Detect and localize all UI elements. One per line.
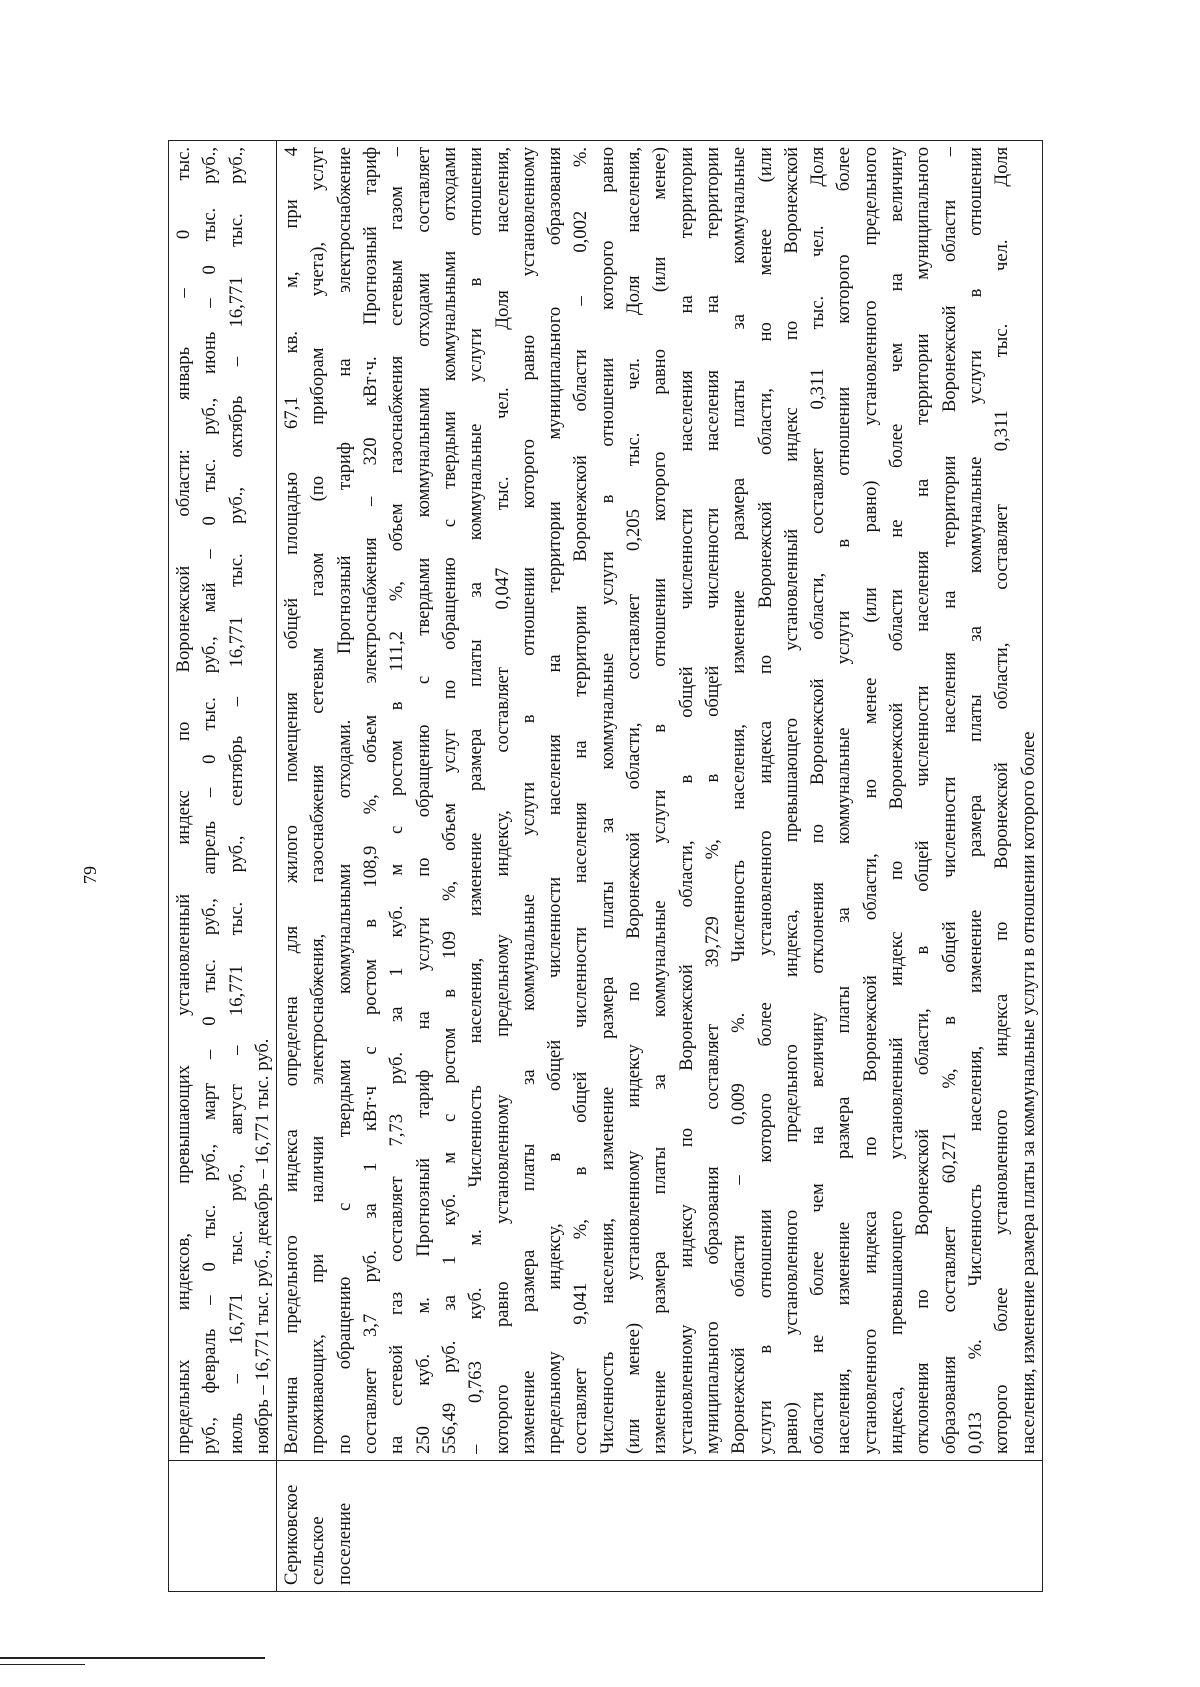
description-line: изменение размера платы за коммунальные услуги в отношении которого равно (или менее)	[649, 147, 671, 1454]
table-row	[169, 141, 277, 1592]
description-line: равно) установленного предельного индекса, превышающего установленный индекс по Воронежской	[780, 147, 802, 1454]
description-line: – 0,763 куб. м. Численность населения, изменение размера платы за коммунальные услуги в отношении	[465, 147, 487, 1454]
description-line: установленного индекса по Воронежской области, но менее (или равно) установленного предельного	[859, 147, 881, 1454]
description-line: населения, изменение размера платы за коммунальные услуги в отношении которого более	[1017, 731, 1039, 1454]
description-line: по обращению с твердыми коммунальными отходами. Прогнозный тариф на электроснабжение	[333, 147, 355, 1454]
description-line: изменение размера платы за коммунальные услуги в отношении которого равно установленному	[517, 147, 539, 1454]
description-line: услуги в отношении которого более установленного индекса по Воронежской области, но менее (или	[754, 147, 776, 1454]
table-row	[277, 141, 1043, 1592]
table-body	[169, 141, 1043, 1592]
description-line: установленному индексу по Воронежской области, в общей численности населения на территории	[675, 147, 697, 1454]
municipality-name-cell	[169, 1461, 277, 1592]
description-cell	[277, 141, 1043, 1461]
description-line: Численность населения, изменение размера платы за коммунальные услуги в отношении которого равно	[596, 147, 618, 1454]
description-line: ноябрь – 16,771 тыс. руб., декабрь – 16,771 тыс. руб.	[251, 1038, 273, 1454]
description-line: 556,49 руб. за 1 куб. м с ростом в 109 %, объем услуг по обращению с твердыми коммунальными отходами	[438, 147, 460, 1454]
description-line: Воронежской области – 0,009 %. Численность населения, изменение размера платы за коммунальные	[728, 147, 750, 1454]
description-line: руб., февраль – 0 тыс. руб., март – 0 тыс. руб., апрель – 0 тыс. руб., май – 0 тыс. руб., июнь – 0 тыс. руб.,	[199, 147, 221, 1454]
description-line: 0,013 %. Численность населения, изменение размера платы за коммунальные услуги в отношении	[964, 147, 986, 1454]
description-line: на сетевой газ составляет 7,73 руб. за 1 куб. м с ростом в 111,2 %, объем газоснабжения сетевым газом –	[386, 147, 408, 1454]
scan-edge-mark	[0, 1664, 85, 1665]
description-line: составляет 3,7 руб. за 1 кВт·ч с ростом в 108,9 %, объем электроснабжения – 320 кВт·ч. Прогнозный тариф	[360, 147, 382, 1454]
description-line: предельному индексу, в общей численности населения на территории муниципального образования	[544, 147, 566, 1454]
description-line: населения, изменение размера платы за коммунальные услуги в отношении которого более	[833, 147, 855, 1454]
description-line: индекса, превышающего установленный индекс по Воронежской области не более чем на величину	[886, 147, 908, 1454]
description-line: муниципального образования составляет 39,729 %, в общей численности населения на территории	[701, 147, 723, 1454]
scan-edge-mark	[0, 1657, 265, 1659]
description-cell	[169, 141, 277, 1461]
description-line: Величина предельного индекса определена для жилого помещения общей площадью 67,1 кв. м, при 4	[281, 147, 303, 1454]
description-line: отклонения по Воронежской области, в общей численности населения на территории муниципального	[912, 147, 934, 1454]
page-number: 79	[80, 866, 100, 884]
description-line: которого более установленного индекса по Воронежской области, составляет 0,311 тыс. чел. Доля	[991, 147, 1013, 1454]
description-line: проживающих, при наличии электроснабжения, газоснабжения сетевым газом (по приборам учета), услуг	[307, 147, 329, 1454]
description-line: области не более чем на величину отклонения по Воронежской области, составляет 0,311 тыс. чел. Доля	[807, 147, 829, 1454]
municipality-name-cell: Сериковское сельское поселение	[277, 1461, 1043, 1592]
description-line: образования составляет 60,271 %, в общей численности населения на территории Воронежской области –	[938, 147, 960, 1454]
description-line: июль – 16,771 тыс. руб., август – 16,771 тыс. руб., сентябрь – 16,771 тыс. руб., октябрь – 16,771 тыс. руб.,	[225, 147, 247, 1454]
description-line: 250 куб. м. Прогнозный тариф на услуги по обращению с твердыми коммунальными отходами составляет	[412, 147, 434, 1454]
description-line: (или менее) установленному индексу по Воронежской области, составляет 0,205 тыс. чел. Доля населения,	[623, 147, 645, 1454]
tariff-table	[168, 140, 1043, 1592]
description-line: которого равно установленному предельному индексу, составляет 0,047 тыс. чел. Доля населения,	[491, 147, 513, 1454]
rotated-document-page	[0, 100, 1200, 1650]
description-line: составляет 9,041 %, в общей численности населения на территории Воронежской области – 0,002 %.	[570, 147, 592, 1454]
description-line: предельных индексов, превышающих установленный индекс по Воронежской области: январь – 0 тыс.	[173, 147, 194, 1454]
